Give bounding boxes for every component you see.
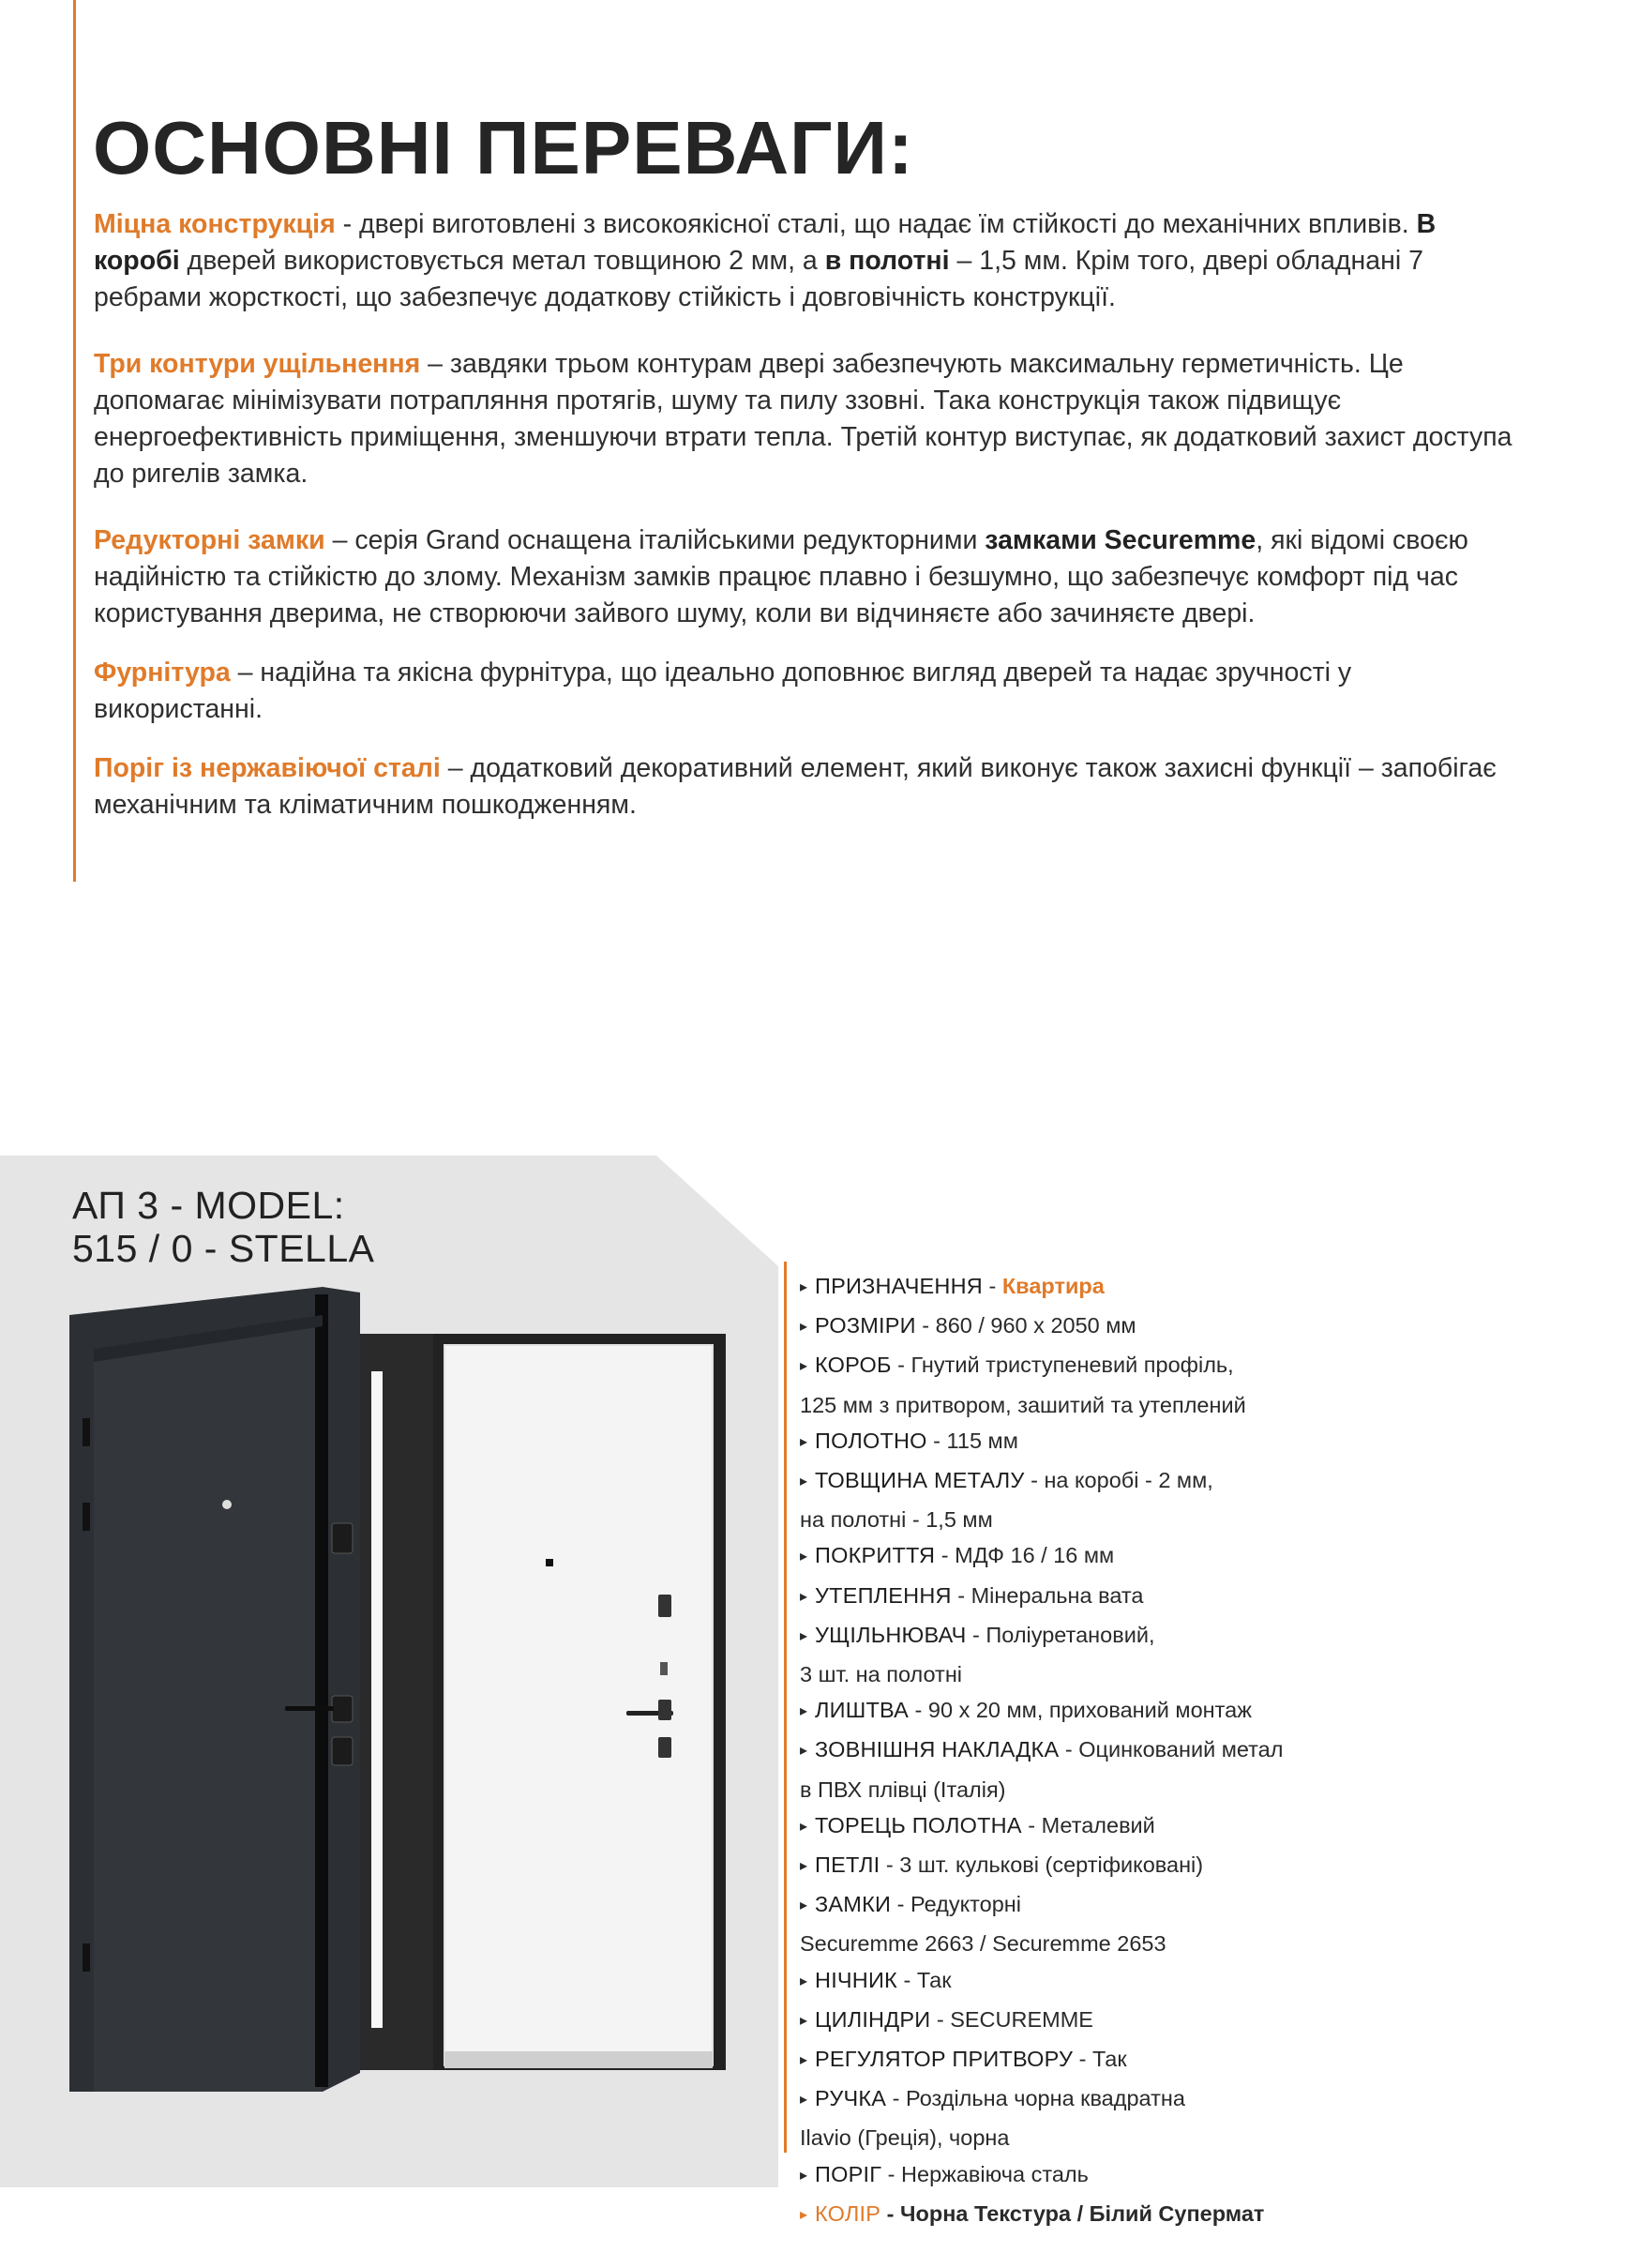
- steel-threshold: [444, 2051, 713, 2068]
- bullet-icon: ▸: [800, 1703, 808, 1720]
- spec-accent-rule: [784, 1262, 787, 2153]
- black-vertical-insert: [315, 1294, 328, 2087]
- spec-threshold: ▸ ПОРІГ - Нержавіюча сталь: [800, 2161, 1089, 2186]
- bullet-icon: ▸: [800, 1743, 808, 1760]
- advantages-list: [94, 206, 1519, 854]
- bullet-icon: ▸: [800, 1549, 808, 1565]
- bullet-icon: ▸: [800, 1858, 808, 1875]
- bullet-icon: ▸: [800, 1279, 808, 1295]
- advantage-locks: Редукторні замки – серія Grand оснащена італійськими редукторними замками Securemme, які відомі своєю надійністю та стійкістю до злому. Механізм замків працює плавно і безшумно, що забезпечує комфорт під час користування дверима, не створюючи зайвого шуму, коли ви відчиняєте або зачиняєте двері.: [94, 525, 1468, 628]
- peephole-icon: [222, 1500, 232, 1509]
- advantage-heading: Міцна конструкція: [94, 209, 336, 239]
- model-line-1: АП 3 - MODEL:: [72, 1184, 345, 1227]
- advantage-construction: Міцна конструкція - двері виготовлені з високоякісної сталі, що надає їм стійкості до механічних впливів. В коробі дверей використовується метал товщиною 2 мм, а в полотні – 1,5 мм. Крім того, двері обладнані 7 ребрами жорсткості, що забезпечує додаткову стійкість і довговічність конструкції.: [94, 209, 1437, 312]
- inner-peephole-icon: [546, 1559, 553, 1566]
- door-image: [69, 1287, 726, 2092]
- spec-size: ▸ РОЗМІРИ - 860 / 960 х 2050 мм: [800, 1313, 1136, 1338]
- bullet-icon: ▸: [800, 1319, 808, 1336]
- advantage-threshold: Поріг із нержавіючої сталі – додатковий декоративний елемент, який виконує також захисні функції – запобігає механічним та кліматичним пошкодженням.: [94, 753, 1497, 820]
- bullet-icon: ▸: [800, 1627, 808, 1644]
- spec-casing: ▸ ЛИШТВА - 90 х 20 мм, прихований монтаж: [800, 1698, 1252, 1723]
- spec-box: ▸ КОРОБ - Гнутий триступеневий профіль, 125 мм з притвором, зашитий та утеплений: [800, 1353, 1246, 1417]
- hinge-icon: [83, 1418, 90, 1446]
- inner-leaf-white: [444, 1345, 713, 2065]
- bullet-icon: ▸: [800, 2206, 808, 2223]
- inner-lock-plate-icon: [658, 1595, 671, 1617]
- model-line-2: 515 / 0 - STELLA: [72, 1227, 375, 1270]
- advantage-heading: Поріг із нержавіючої сталі: [94, 753, 441, 783]
- bullet-icon: ▸: [800, 1973, 808, 1989]
- spec-nightlatch: ▸ НІЧНИК - Так: [800, 1967, 952, 1992]
- bullet-icon: ▸: [800, 2092, 808, 2109]
- page-title: ОСНОВНІ ПЕРЕВАГИ:: [93, 106, 914, 189]
- bullet-icon: ▸: [800, 1358, 808, 1375]
- bullet-icon: ▸: [800, 2167, 808, 2184]
- bullet-icon: ▸: [800, 1588, 808, 1605]
- lock-plate-icon: [332, 1523, 353, 1553]
- bullet-icon: ▸: [800, 1474, 808, 1490]
- spec-leaf: ▸ ПОЛОТНО - 115 мм: [800, 1428, 1018, 1453]
- spec-hinges: ▸ ПЕТЛІ - 3 шт. кулькові (сертіфиковані): [800, 1852, 1204, 1878]
- spec-insulation: ▸ УТЕПЛЕННЯ - Мінеральна вата: [800, 1582, 1144, 1608]
- spec-cover: ▸ ПОКРИТТЯ - МДФ 16 / 16 мм: [800, 1543, 1115, 1568]
- bullet-icon: ▸: [800, 2052, 808, 2069]
- outer-handle-icon: [285, 1706, 334, 1711]
- spec-overlay: ▸ ЗОВНІШНЯ НАКЛАДКА - Оцинкований метал в ПВХ плівці (Італія): [800, 1737, 1284, 1802]
- advantage-heading: Три контури ущільнення: [94, 349, 421, 379]
- bullet-icon: ▸: [800, 1433, 808, 1450]
- bullet-icon: ▸: [800, 1898, 808, 1914]
- spec-metal: ▸ ТОВЩИНА МЕТАЛУ - на коробі - 2 мм, на полотні - 1,5 мм: [800, 1468, 1213, 1533]
- spec-handle: ▸ РУЧКА - Роздільна чорна квадратна Ilavio (Греція), чорна: [800, 2086, 1185, 2151]
- spec-list: [800, 1268, 1606, 2235]
- spec-purpose: ▸ ПРИЗНАЧЕННЯ - Квартира: [800, 1274, 1105, 1298]
- bullet-icon: ▸: [800, 2012, 808, 2029]
- spec-edge: ▸ ТОРЕЦЬ ПОЛОТНА - Металевий: [800, 1812, 1155, 1837]
- advantage-heading: Фурнітура: [94, 658, 231, 688]
- spec-color: ▸ КОЛІР - Чорна Текстура / Білий Супермат: [800, 2200, 1265, 2226]
- advantage-heading: Редукторні замки: [94, 525, 325, 555]
- spec-seal: ▸ УЩІЛЬНЮВАЧ - Поліуретановий, 3 шт. на полотні: [800, 1622, 1155, 1687]
- left-accent-rule: [73, 0, 76, 882]
- spec-locks: ▸ ЗАМКИ - Редукторні Securemme 2663 / Securemme 2653: [800, 1892, 1166, 1957]
- hinge-icon: [83, 1503, 90, 1531]
- spec-regulator: ▸ РЕГУЛЯТОР ПРИТВОРУ - Так: [800, 2047, 1127, 2072]
- advantage-seals: Три контури ущільнення – завдяки трьом контурам двері забезпечують максимальну герметичність. Це допомагає мінімізувати потрапляння протягів, шуму та пилу ззовні. Така конструкція також підвищує енергоефективність приміщення, зменшуючи втрати тепла. Третій контур виступає, як додатковий захист доступа до ригелів замка.: [94, 349, 1512, 489]
- bullet-icon: ▸: [800, 1818, 808, 1835]
- spec-cylinders: ▸ ЦИЛІНДРИ - SECUREMME: [800, 2006, 1093, 2032]
- model-title: [72, 1184, 375, 1270]
- hinge-icon: [83, 1943, 90, 1972]
- advantage-hardware: Фурнітура – надійна та якісна фурнітура, що ідеально доповнює вигляд дверей та надає зручності у використанні.: [94, 658, 1352, 724]
